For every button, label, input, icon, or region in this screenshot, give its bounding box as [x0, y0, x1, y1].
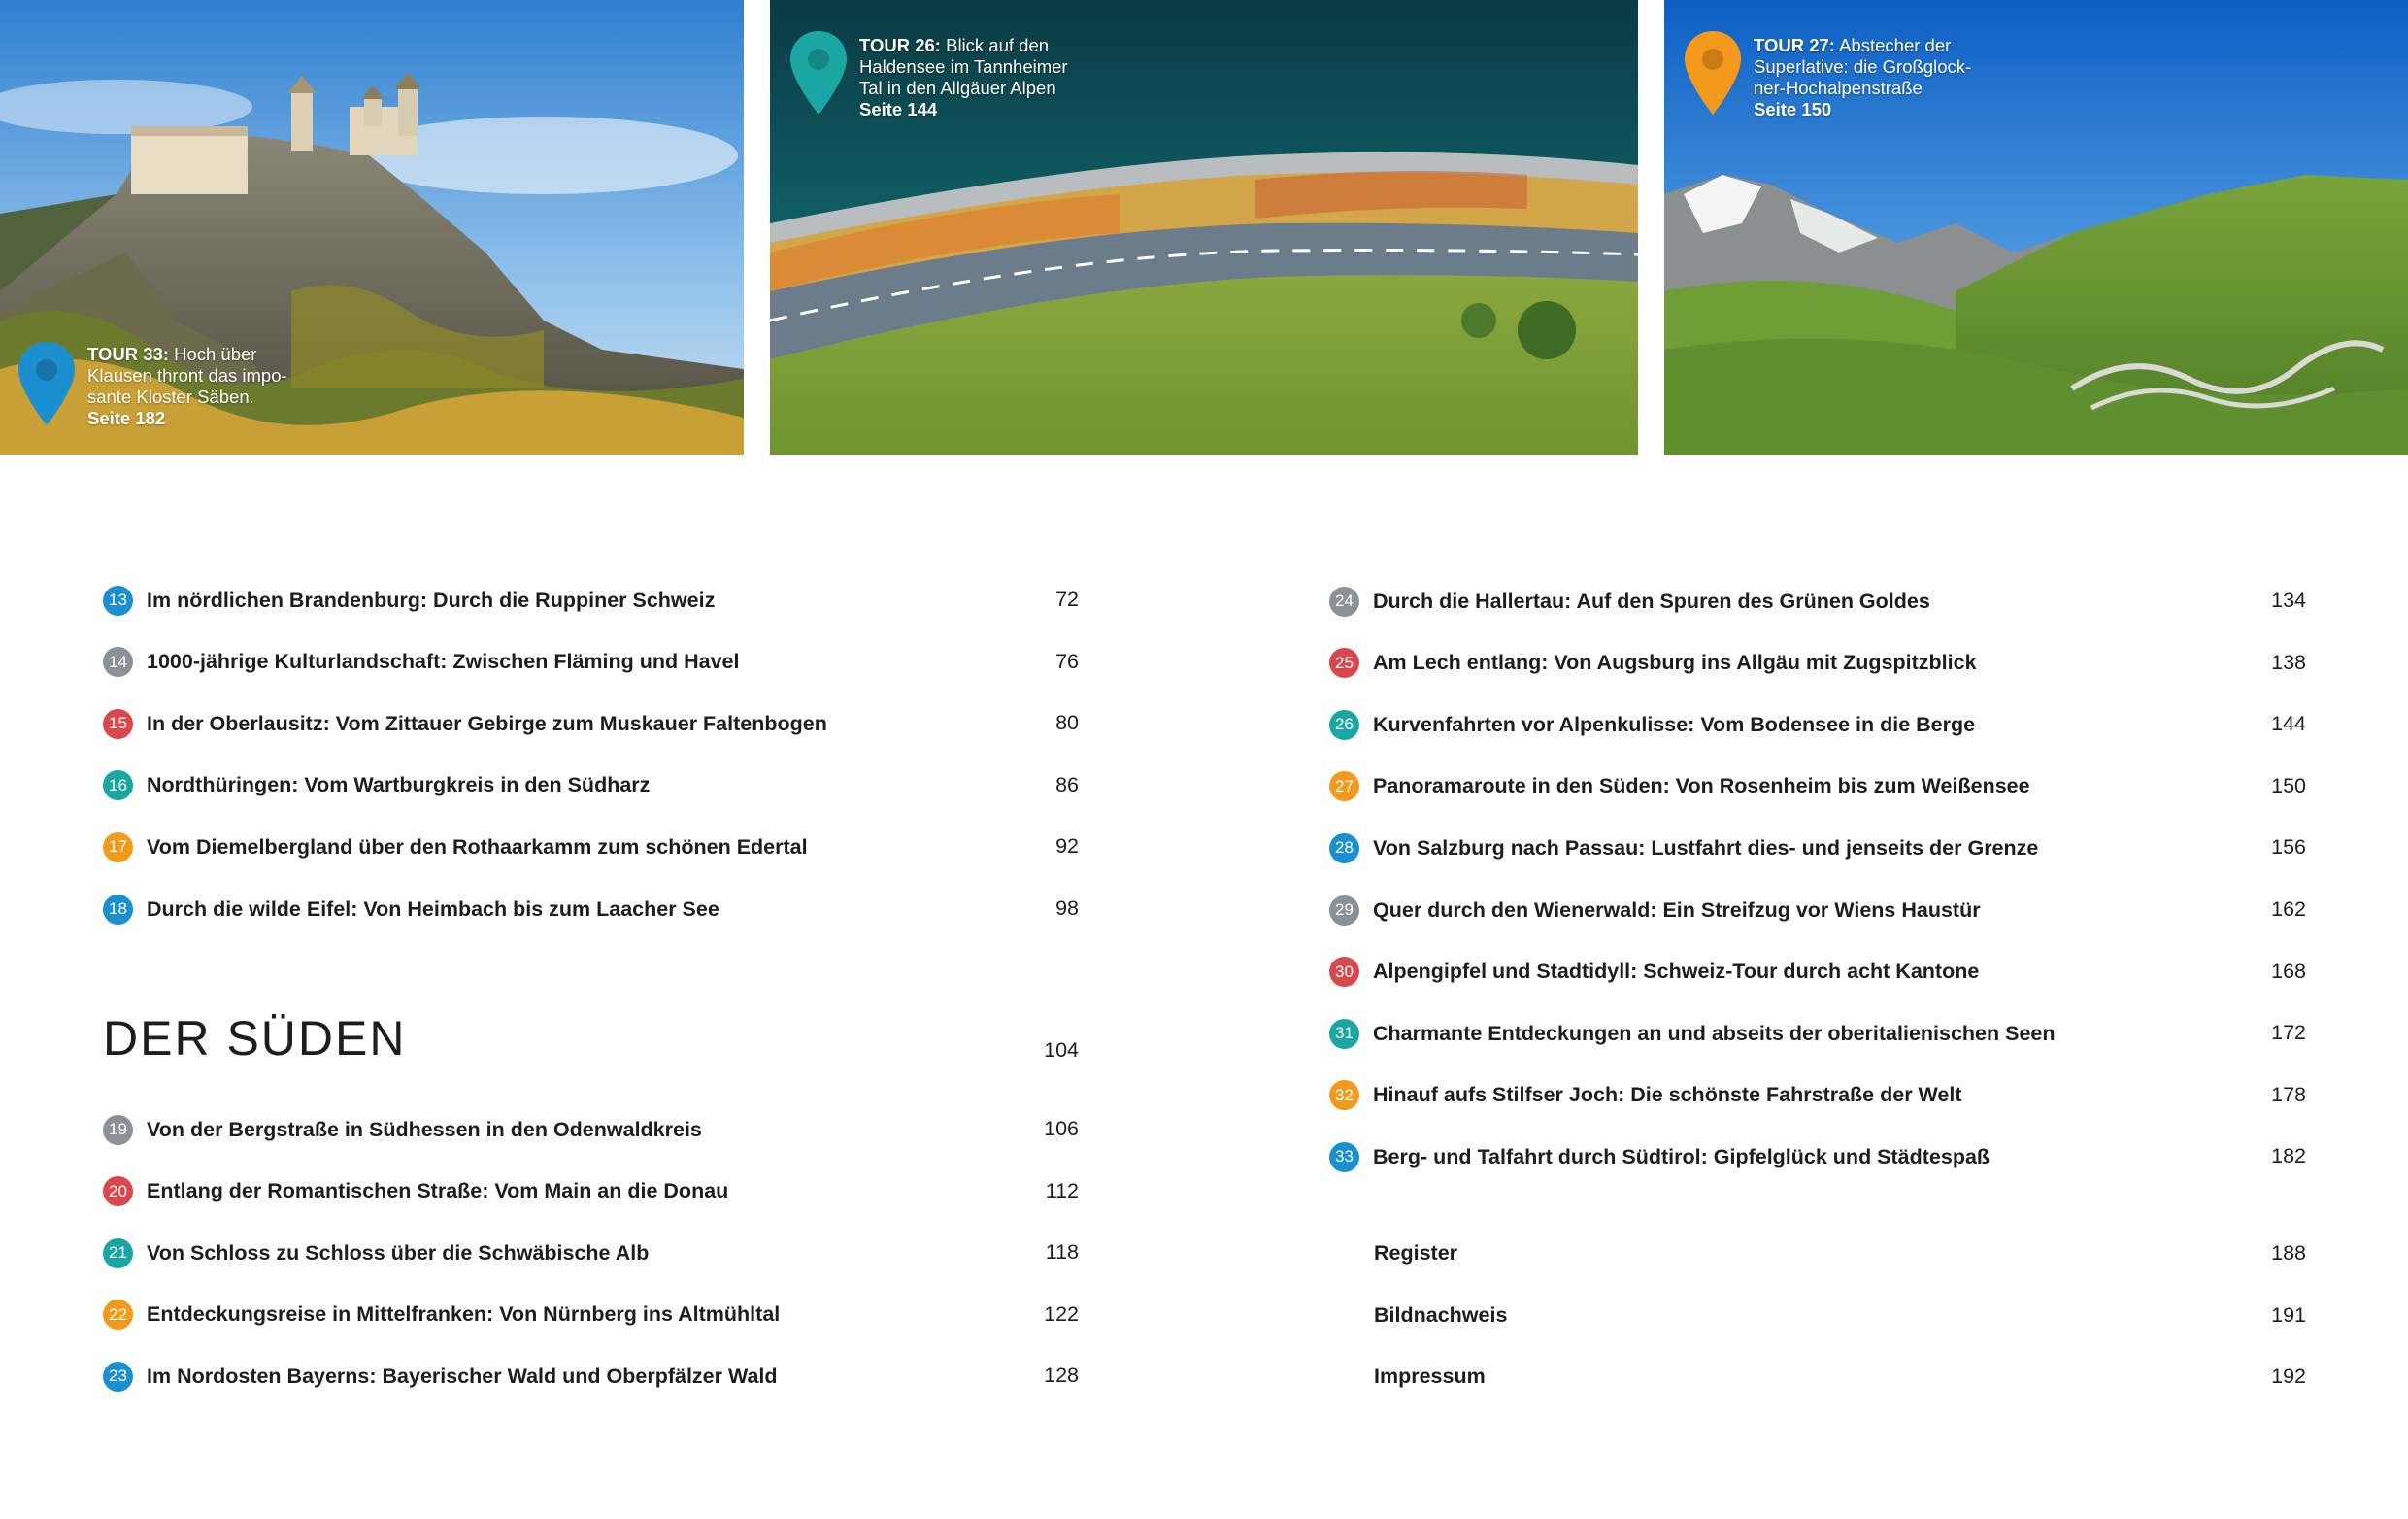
- tour-number-badge: 19: [103, 1115, 133, 1145]
- toc-entry-title: Durch die Hallertau: Auf den Spuren des Grünen Goldes: [1373, 589, 1930, 613]
- toc-entry-page-number: 92: [1055, 834, 1079, 859]
- section-heading-der-sueden: DER SÜDEN: [103, 1011, 407, 1065]
- toc-appendix-entry[interactable]: Bildnachweis: [1374, 1302, 1508, 1327]
- toc-entry-title: Nordthüringen: Vom Wartburgkreis in den Südharz: [147, 773, 651, 797]
- toc-entry-tour-29[interactable]: [1329, 891, 1981, 929]
- tour-number-badge: 27: [1329, 771, 1359, 801]
- caption-tour-label: TOUR 26:: [859, 35, 941, 55]
- toc-entry-tour-33[interactable]: [1329, 1137, 1990, 1176]
- toc-entry-page-number: 138: [2271, 650, 2306, 674]
- photo-haldensee: [770, 0, 1638, 455]
- toc-entry-tour-28[interactable]: [1329, 828, 2038, 867]
- toc-entry-title: Kurvenfahrten vor Alpenkulisse: Vom Bodensee in die Berge: [1373, 712, 1976, 736]
- toc-entry-tour-22[interactable]: [103, 1296, 780, 1334]
- toc-entry-title: Entlang der Romantischen Straße: Vom Main an die Donau: [147, 1179, 729, 1203]
- toc-entry-page-number: 112: [1045, 1178, 1079, 1202]
- map-pin-icon: [16, 340, 78, 427]
- map-pin-icon: [1682, 29, 1744, 117]
- toc-entry-tour-24[interactable]: [1329, 582, 1930, 621]
- toc-entry-title: Von Salzburg nach Passau: Lustfahrt dies- und jenseits der Grenze: [1373, 835, 2039, 860]
- toc-appendix-page-number: 192: [2271, 1365, 2306, 1389]
- toc-entry-page-number: 122: [1044, 1301, 1079, 1326]
- toc-entry-tour-25[interactable]: [1329, 644, 1977, 683]
- tour-number-badge: 21: [103, 1238, 133, 1268]
- toc-entry-tour-15[interactable]: [103, 704, 827, 743]
- pin-shape: [18, 342, 75, 425]
- tour-number-badge: 13: [103, 586, 133, 616]
- toc-entry-tour-30[interactable]: [1329, 953, 1979, 992]
- toc-entry-title: Von der Bergstraße in Südhessen in den Odenwaldkreis: [147, 1117, 702, 1141]
- photo-kloster-saeben: [0, 0, 744, 455]
- tour-number-badge: 15: [103, 709, 133, 739]
- caption-tour-33: [16, 340, 311, 429]
- toc-entry-tour-23[interactable]: [103, 1357, 778, 1396]
- tour-number-badge: 16: [103, 770, 133, 800]
- tour-number-badge: 28: [1329, 833, 1359, 863]
- toc-entry-page-number: 118: [1045, 1240, 1079, 1265]
- toc-entry-page-number: 172: [2271, 1021, 2306, 1045]
- toc-entry-page-number: 80: [1055, 711, 1079, 735]
- toc-entry-tour-19[interactable]: [103, 1110, 702, 1149]
- tour-number-badge: 32: [1329, 1080, 1359, 1110]
- tour-number-badge: 29: [1329, 895, 1359, 926]
- caption-page-ref: Seite 144: [859, 99, 938, 119]
- toc-entry-tour-18[interactable]: [103, 890, 719, 928]
- toc-entry-page-number: 182: [2271, 1144, 2306, 1168]
- toc-entry-tour-27[interactable]: [1329, 767, 2030, 806]
- toc-entry-page-number: 128: [1044, 1364, 1079, 1388]
- tour-number-badge: 23: [103, 1362, 133, 1392]
- caption-description: Hoch über Klausen thront das imposante Kloster Säben.: [87, 344, 287, 407]
- toc-entry-tour-32[interactable]: [1329, 1076, 1962, 1115]
- toc-entry-page-number: 150: [2271, 773, 2306, 797]
- caption-tour-27: [1682, 29, 1977, 120]
- toc-entry-title: Berg- und Talfahrt durch Südtirol: Gipfelglück und Städtespaß: [1373, 1144, 1990, 1168]
- toc-entry-title: 1000-jährige Kulturlandschaft: Zwischen Fläming und Havel: [147, 650, 740, 674]
- tour-number-badge: 30: [1329, 957, 1359, 987]
- toc-appendix-page-number: 188: [2271, 1241, 2306, 1265]
- tour-number-badge: 25: [1329, 648, 1359, 678]
- toc-entry-title: In der Oberlausitz: Vom Zittauer Gebirge zum Muskauer Faltenbogen: [147, 711, 827, 735]
- section-page-number: 104: [1044, 1038, 1079, 1062]
- toc-entry-title: Von Schloss zu Schloss über die Schwäbische Alb: [147, 1240, 650, 1265]
- tour-number-badge: 33: [1329, 1142, 1359, 1172]
- tour-number-badge: 24: [1329, 587, 1359, 617]
- toc-entry-title: Am Lech entlang: Von Augsburg ins Allgäu mit Zugspitzblick: [1373, 651, 1977, 675]
- toc-entry-tour-31[interactable]: [1329, 1014, 2056, 1053]
- toc-entry-page-number: 134: [2271, 589, 2306, 612]
- toc-appendix-page-number: 191: [2271, 1302, 2306, 1327]
- toc-entry-page-number: 178: [2271, 1082, 2306, 1106]
- toc-entry-title: Panoramaroute in den Süden: Von Rosenheim bis zum Weißensee: [1373, 774, 2030, 798]
- caption-text: [1754, 29, 1977, 120]
- toc-entry-title: Vom Diemelbergland über den Rothaarkamm zum schönen Edertal: [147, 834, 808, 859]
- toc-entry-tour-17[interactable]: [103, 827, 808, 866]
- photo-grossglockner: [1664, 0, 2408, 455]
- toc-appendix-entry[interactable]: Impressum: [1374, 1365, 1486, 1389]
- pin-shape: [1685, 31, 1741, 115]
- toc-entry-page-number: 144: [2271, 712, 2306, 736]
- tour-number-badge: 20: [103, 1176, 133, 1206]
- toc-entry-tour-13[interactable]: [103, 581, 715, 620]
- toc-entry-page-number: 156: [2271, 835, 2306, 860]
- caption-description: Blick auf den Haldensee im Tannheimer Tal in den Allgäuer Alpen: [859, 35, 1068, 98]
- toc-entry-page-number: 76: [1055, 649, 1079, 673]
- pin-shape: [790, 31, 847, 115]
- tour-number-badge: 18: [103, 895, 133, 925]
- caption-tour-label: TOUR 33:: [87, 344, 169, 364]
- toc-entry-title: Hinauf aufs Stilfser Joch: Die schönste Fahrstraße der Welt: [1373, 1083, 1962, 1107]
- caption-text: [87, 340, 311, 429]
- tour-number-badge: 17: [103, 832, 133, 862]
- toc-entry-page-number: 168: [2271, 959, 2306, 983]
- toc-entry-tour-21[interactable]: [103, 1233, 649, 1272]
- caption-page-ref: Seite 182: [87, 408, 166, 428]
- caption-tour-26: [787, 29, 1083, 120]
- tour-number-badge: 31: [1329, 1019, 1359, 1049]
- toc-entry-page-number: 98: [1055, 896, 1079, 920]
- toc-entry-title: Alpengipfel und Stadtidyll: Schweiz-Tour durch acht Kantone: [1373, 960, 1980, 984]
- toc-entry-tour-16[interactable]: [103, 766, 650, 805]
- tour-number-badge: 22: [103, 1300, 133, 1330]
- toc-entry-title: Im nördlichen Brandenburg: Durch die Ruppiner Schweiz: [147, 588, 716, 612]
- toc-entry-title: Durch die wilde Eifel: Von Heimbach bis zum Laacher See: [147, 896, 719, 921]
- toc-entry-page-number: 106: [1044, 1117, 1079, 1140]
- toc-entry-tour-26[interactable]: [1329, 705, 1975, 744]
- caption-page-ref: Seite 150: [1754, 99, 1832, 119]
- toc-entry-title: Entdeckungsreise in Mittelfranken: Von Nürnberg ins Altmühltal: [147, 1302, 781, 1327]
- toc-appendix-entry[interactable]: Register: [1374, 1241, 1458, 1265]
- toc-entry-page-number: 86: [1055, 772, 1079, 796]
- toc-entry-title: Quer durch den Wienerwald: Ein Streifzug vor Wiens Haustür: [1373, 897, 1981, 922]
- caption-tour-label: TOUR 27:: [1754, 35, 1835, 55]
- toc-entry-page-number: 162: [2271, 897, 2306, 921]
- map-pin-icon: [787, 29, 850, 117]
- tour-number-badge: 14: [103, 647, 133, 677]
- toc-entry-title: Im Nordosten Bayerns: Bayerischer Wald und Oberpfälzer Wald: [147, 1364, 778, 1388]
- toc-entry-page-number: 72: [1055, 588, 1079, 611]
- caption-description: Abstecher der Superlative: die Großglockner-Hochalpenstraße: [1754, 35, 1972, 98]
- toc-entry-title: Charmante Entdeckungen an und abseits der oberitalienischen Seen: [1373, 1021, 2056, 1045]
- caption-text: [859, 29, 1083, 120]
- tour-number-badge: 26: [1329, 710, 1359, 740]
- toc-entry-tour-14[interactable]: [103, 643, 739, 682]
- toc-entry-tour-20[interactable]: [103, 1172, 728, 1211]
